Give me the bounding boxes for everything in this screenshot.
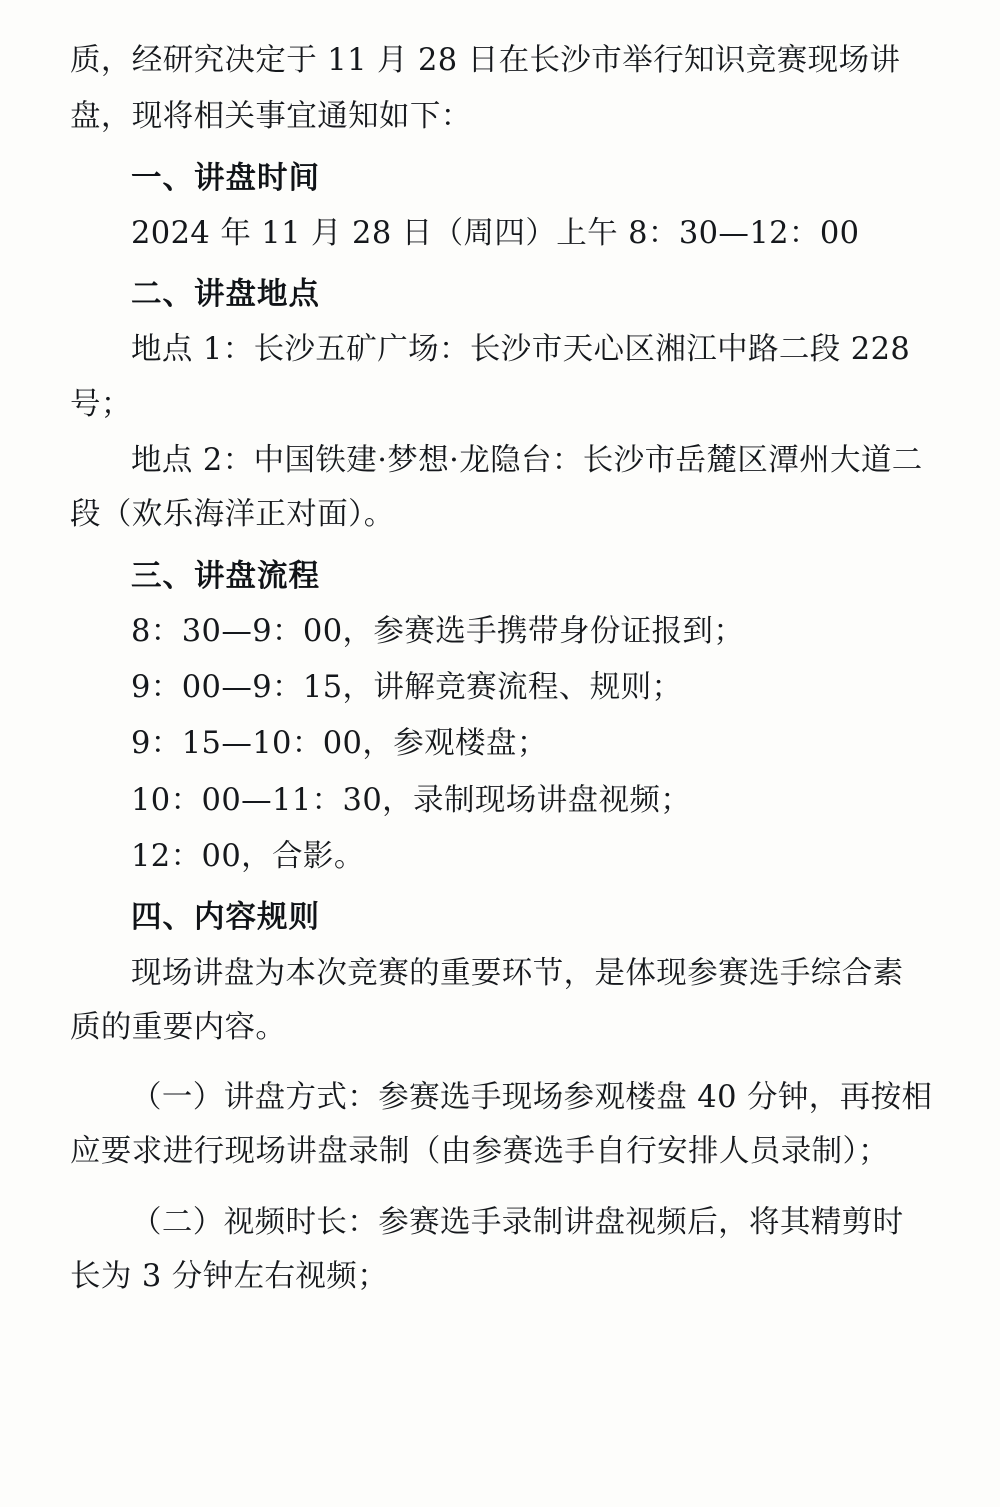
- section-4-line-3: （二）视频时长：参赛选手录制讲盘视频后，将其精剪时长为 3 分钟左右视频；: [70, 1204, 904, 1294]
- section-3-line-1: 8：30—9：00，参赛选手携带身份证报到；: [131, 613, 745, 649]
- section-3-line-4: 10：00—11：30，录制现场讲盘视频；: [131, 782, 692, 818]
- opening-line-2: 盘，现将相关事宜通知如下：: [70, 99, 472, 135]
- section-heading-3: 三、讲盘流程: [131, 557, 320, 594]
- section-heading-1: 一、讲盘时间: [131, 159, 320, 196]
- section-1-line-1: 2024 年 11 月 28 日（周四）上午 8：30—12：00: [131, 215, 860, 251]
- section-3-line-3: 9：15—10：00，参观楼盘；: [131, 726, 548, 762]
- section-4-line-1: 现场讲盘为本次竞赛的重要环节，是体现参赛选手综合素质的重要内容。: [70, 955, 904, 1045]
- paragraph-spacer: [70, 1057, 934, 1071]
- section-heading-4: 四、内容规则: [131, 899, 320, 936]
- section-2-line-1: 地点 1：长沙五矿广场：长沙市天心区湘江中路二段 228 号；: [70, 332, 911, 422]
- section-2-line-2: 地点 2：中国铁建·梦想·龙隐台：长沙市岳麓区潭州大道二段（欢乐海洋正对面）。: [70, 442, 923, 533]
- opening-line-1: 质，经研究决定于 11 月 28 日在长沙市举行知识竞赛现场讲: [70, 43, 901, 78]
- section-3-line-2: 9：00—9：15，讲解竞赛流程、规则；: [131, 670, 683, 706]
- section-heading-2: 二、讲盘地点: [131, 276, 320, 313]
- paragraph-spacer-2: [70, 1182, 934, 1196]
- section-3-line-5: 12：00，合影。: [131, 838, 365, 874]
- section-4-line-2: （一）讲盘方式：参赛选手现场参观楼盘 40 分钟，再按相应要求进行现场讲盘录制（由参赛选手自行安排人员录制）；: [70, 1080, 933, 1170]
